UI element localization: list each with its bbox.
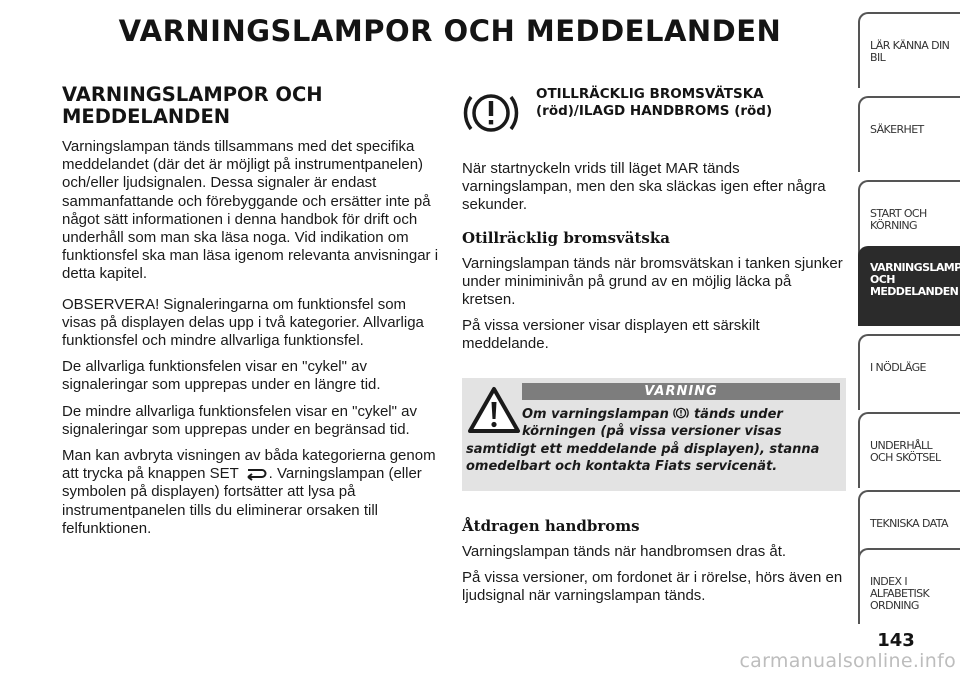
serious-faults-paragraph: De allvarliga funktionsfelen visar en "cykel" av signaleringar som upprepas under en längre tid. <box>62 358 381 394</box>
tab-lar-kanna-din-bil[interactable] <box>858 12 960 88</box>
observera-paragraph: OBSERVERA! Signaleringarna om funktionsfel som visas på displayen delas upp i två kategorier. Allvarliga funktionsfel och mindre allvarliga funktionsfel. <box>62 295 424 350</box>
tab-sakerhet[interactable] <box>858 96 960 172</box>
set-button-paragraph <box>62 447 440 538</box>
tab-label: INDEX I ALFABETISK ORDNING <box>870 575 930 612</box>
brake-warning-inline-icon <box>673 406 689 420</box>
warning-text-part2: tänds under <box>693 406 783 422</box>
watermark: carmanualsonline.info <box>739 650 956 672</box>
tab-label: UNDERHÅLL OCH SKÖTSEL <box>870 439 941 464</box>
brake-lamp-header <box>462 84 844 160</box>
chapter-tabs <box>858 0 978 678</box>
tab-start-och-korning[interactable] <box>858 180 960 256</box>
page-number: 143 <box>877 630 915 651</box>
mar-paragraph: När startnyckeln vrids till läget MAR tänds varningslampan, men den ska släckas igen efter några sekunder. <box>462 160 826 214</box>
left-column <box>62 84 440 546</box>
handbrake-heading: Åtdragen handbroms <box>462 516 640 535</box>
page-title: VARNINGSLAMPOR OCH MEDDELANDEN <box>118 14 782 48</box>
brake-lamp-title <box>536 86 836 120</box>
tab-varningslampor-och-meddelanden[interactable] <box>858 246 978 326</box>
set-paragraph-text-before: Man kan avbryta visningen av båda kategorierna genom att trycka på knappen SET <box>62 447 436 483</box>
handbrake-paragraph: Varningslampan tänds när handbromsen dras åt. <box>462 542 787 560</box>
warning-rest: samtidigt ett meddelande på displayen), stanna omedelbart och kontakta Fiats servicenät. <box>466 441 820 475</box>
tab-label: TEKNISKA DATA <box>870 517 948 530</box>
intro-paragraph: Varningslampan tänds tillsammans med det specifika meddelandet (där det är möjligt på instrumentpanelen) och/eller ljudsignalen. Dessa signaler är endast sammanfattande och förebyggande och ersätter inte på något sätt informationen i denna handbok för drift och underhåll som man ska läsa noga. Vid indikation om funktionsfel ska man läsa igenom relevanta anvisningar i detta kapitel. <box>62 138 439 283</box>
warning-line1 <box>466 406 840 424</box>
tab-index-i-alfabetisk-ordning[interactable] <box>858 548 960 624</box>
brake-lamp-title-line1: OTILLRÄCKLIG BROMSVÄTSKA <box>536 86 764 102</box>
brake-fluid-paragraph: Varningslampan tänds när bromsvätskan i tanken sjunker under miniminivån på grund av en möjlig läcka på kretsen. <box>462 254 843 309</box>
section-heading-line1: VARNINGSLAMPOR OCH <box>62 83 323 106</box>
section-heading-line2: MEDDELANDEN <box>62 105 231 128</box>
low-brake-fluid-heading: Otillräcklig bromsvätska <box>462 228 670 247</box>
tab-label: SÄKERHET <box>870 123 924 136</box>
warning-box <box>462 378 846 491</box>
brake-warning-icon <box>462 84 520 142</box>
handbrake-sound-paragraph: På vissa versioner, om fordonet är i rörelse, hörs även en ljudsignal när varningslampan tänds. <box>462 568 843 605</box>
right-column <box>462 84 844 613</box>
display-message-paragraph: På vissa versioner visar displayen ett särskilt meddelande. <box>462 317 760 353</box>
set-button-icon <box>245 467 267 479</box>
tab-label: I NÖDLÄGE <box>870 361 926 374</box>
tab-i-nodlage[interactable] <box>858 334 960 410</box>
minor-faults-paragraph: De mindre allvarliga funktionsfelen visar en "cykel" av signaleringar som upprepas under en begränsad tid. <box>62 402 417 438</box>
set-paragraph-text-after: . Varningslampan (eller symbolen på displayen) fortsätter att lysa på instrumentpanelen tills du eliminerar orsaken till felfunktionen. <box>62 465 422 537</box>
tab-label: START OCH KÖRNING <box>870 207 927 232</box>
warning-line2: körningen (på vissa versioner visas <box>522 424 782 440</box>
warning-text-part1: Om varningslampan <box>522 406 669 422</box>
brake-lamp-title-line2: (röd)/ILAGD HANDBROMS (röd) <box>536 103 773 119</box>
tab-underhall-och-skotsel[interactable] <box>858 412 960 488</box>
tab-label: VARNINGSLAMPOR OCH MEDDELANDEN <box>870 261 978 298</box>
warning-text <box>466 406 840 476</box>
warning-label: VARNING <box>522 383 840 400</box>
tab-label: LÄR KÄNNA DIN BIL <box>870 39 950 64</box>
section-heading <box>62 84 440 128</box>
